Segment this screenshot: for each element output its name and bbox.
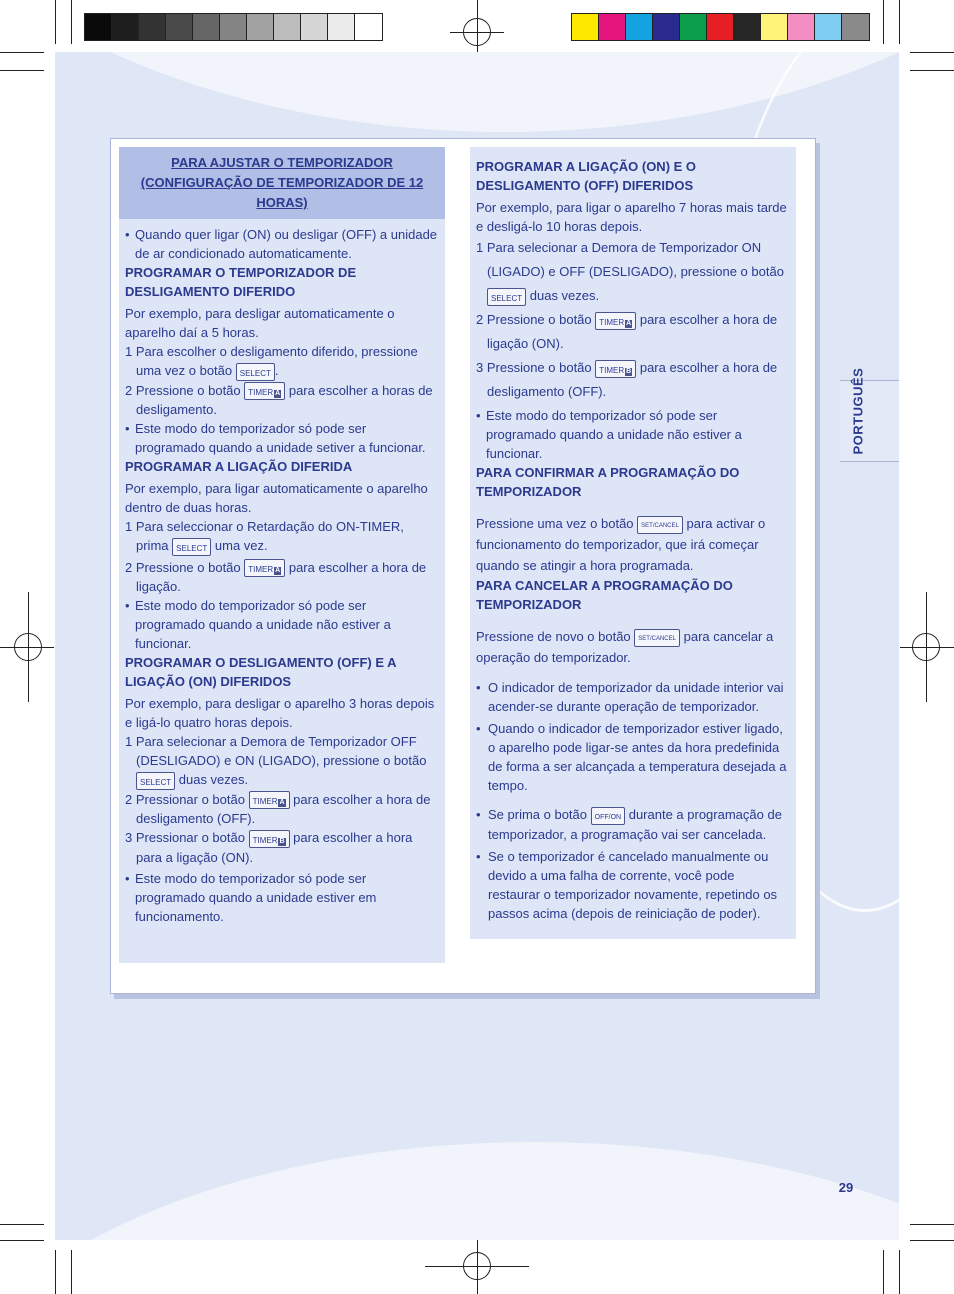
step-item (476, 236, 790, 308)
step-text: para escolher a hora para a ligação (ON). (136, 830, 413, 865)
gray-swatch-9 (301, 14, 328, 40)
note-bullet: • Este modo do temporizador só pode ser programado quando a unidade não estiver a funcionar. (125, 596, 439, 653)
timer-a-button-icon: TIMER A (244, 559, 285, 577)
crop-mark (899, 1250, 900, 1294)
registration-mark (912, 633, 940, 661)
body-text (476, 626, 790, 668)
note-text-part: Se prima o botão (488, 807, 588, 822)
crop-mark (883, 0, 884, 44)
step-item (476, 308, 790, 356)
note-bullet (476, 805, 790, 844)
decorative-swoosh (55, 1142, 899, 1240)
header-line-1: PARA AJUSTAR O TEMPORIZADOR (171, 155, 393, 170)
page-number: 29 (838, 1180, 854, 1195)
step-item (125, 342, 439, 381)
section-title: PROGRAMAR A LIGAÇÃO (ON) E O DESLIGAMENTO (OFF) DIFERIDOS (476, 159, 697, 193)
gray-swatch-7 (247, 14, 274, 40)
right-column (470, 147, 796, 939)
crop-mark (0, 1240, 44, 1241)
step-text: 2 Pressione o botão (476, 312, 592, 327)
step-text: para escolher a hora de desligamento (OFF). (136, 791, 431, 827)
color-swatch-11 (842, 14, 869, 40)
section-title: PARA CONFIRMAR A PROGRAMAÇÃO DO TEMPORIZADOR (476, 465, 740, 499)
gray-swatch-3 (139, 14, 166, 40)
left-column (119, 147, 445, 963)
language-tab-label: PORTUGUÊS (850, 367, 866, 455)
note-bullet: • Este modo do temporizador só pode ser programado quando a unidade não estiver a funcionar. (476, 406, 790, 463)
gray-color-bar (84, 13, 383, 41)
right-column-content (470, 147, 796, 923)
intro-bullet: • Quando quer ligar (ON) ou desligar (OFF) a unidade de ar condicionado automaticamente. (125, 225, 439, 263)
gray-swatch-8 (274, 14, 301, 40)
timer-b-button-icon: TIMER B (249, 830, 290, 848)
select-button-icon: SELECT (136, 772, 175, 790)
step-text: 2 Pressionar o botão (125, 791, 245, 807)
step-item (125, 381, 439, 420)
registration-mark (463, 18, 491, 46)
step-item (125, 790, 439, 829)
registration-mark (463, 1252, 491, 1280)
color-swatch-7 (734, 14, 761, 40)
step-text: duas vezes. (178, 772, 249, 788)
note-bullet: • Este modo do temporizador só pode ser programado quando a unidade setiver a funcionar. (125, 419, 439, 457)
example-text: Por exemplo, para desligar automaticamente o aparelho daí a 5 horas. (125, 306, 395, 340)
step-text: para escolher a hora de desligamento (OFF). (487, 360, 778, 399)
example-text: Por exemplo, para desligar o aparelho 3 horas depois e ligá-lo quatro horas depois. (125, 696, 435, 731)
crop-mark (71, 0, 72, 44)
crop-mark (0, 52, 44, 53)
color-swatch-5 (680, 14, 707, 40)
color-swatch-1 (572, 14, 599, 40)
select-button-icon: SELECT (487, 288, 526, 306)
step-text: para escolher a hora de ligação (ON). (487, 312, 778, 351)
select-button-icon: SELECT (236, 363, 275, 381)
gray-swatch-2 (112, 14, 139, 40)
left-column-header (119, 147, 445, 219)
gray-swatch-1 (85, 14, 112, 40)
step-item (125, 517, 439, 556)
section-title: PROGRAMAR A LIGAÇÃO DIFERIDA (125, 459, 353, 475)
section-title: PROGRAMAR O TEMPORIZADOR DE DESLIGAMENTO DIFERIDO (125, 265, 357, 299)
timer-b-button-icon: TIMER B (595, 360, 636, 378)
example-text: Por exemplo, para ligar o aparelho 7 horas mais tarde e desligá-lo 10 horas depois. (476, 200, 787, 234)
color-swatch-9 (788, 14, 815, 40)
step-item (476, 356, 790, 404)
step-text: 3 Pressionar o botão (125, 830, 245, 846)
color-swatch-3 (626, 14, 653, 40)
step-text: para escolher a horas de desligamento. (136, 382, 433, 418)
color-swatch-8 (761, 14, 788, 40)
color-swatch-6 (707, 14, 734, 40)
body-text-part: Pressione de novo o botão (476, 629, 631, 644)
step-item (125, 828, 439, 867)
timer-a-button-icon: TIMER A (249, 791, 290, 809)
body-text (476, 513, 790, 576)
step-text: . (274, 363, 279, 378)
body-text-part: Pressione uma vez o botão (476, 516, 634, 531)
gray-swatch-10 (328, 14, 355, 40)
language-tab (840, 367, 899, 462)
crop-mark (55, 0, 56, 44)
crop-mark (55, 1250, 56, 1294)
color-swatch-2 (599, 14, 626, 40)
body-text-part: para activar o funcionamento do temporizador, que irá começar quando se atingir a hora programada. (476, 516, 766, 573)
step-text: para escolher a hora de ligação. (136, 559, 427, 595)
crop-mark (71, 1250, 72, 1294)
left-column-content (119, 219, 445, 926)
step-text: 2 Pressione o botão (125, 559, 241, 575)
step-text: 1 Para escolher o desligamento diferido, pressione uma vez o botão (125, 344, 418, 378)
off-on-button-icon: OFF/ON (591, 807, 625, 825)
step-text: 1 Para seleccionar o Retardação do ON-TIMER, prima (125, 519, 404, 554)
set-cancel-button-icon: SET/CANCEL (634, 629, 680, 647)
crop-mark (899, 0, 900, 44)
crop-mark (883, 1250, 884, 1294)
example-text: Por exemplo, para ligar automaticamente o aparelho dentro de duas horas. (125, 481, 428, 516)
crop-mark (910, 1224, 954, 1225)
header-line-2: (CONFIGURAÇÃO DE TEMPORIZADOR DE 12 HORAS) (140, 175, 424, 210)
section-title: PARA CANCELAR A PROGRAMAÇÃO DO TEMPORIZADOR (476, 578, 733, 612)
step-text: duas vezes. (529, 288, 600, 303)
step-item (125, 558, 439, 597)
note-bullet: • Este modo do temporizador só pode ser programado quando a unidade estiver em funcionamento. (125, 869, 439, 926)
crop-mark (910, 52, 954, 53)
note-bullet: • Quando o indicador de temporizador estiver ligado, o aparelho pode ligar-se antes da hora predefinida de forma a ser alcançada a temperatura desejada a tempo. (476, 719, 790, 795)
crop-mark (910, 70, 954, 71)
step-item (125, 732, 439, 790)
color-swatch-4 (653, 14, 680, 40)
step-text: 1 Para selecionar a Demora de Temporizador OFF (DESLIGADO) e ON (LIGADO), pressione o botão (125, 734, 427, 769)
crop-mark (910, 1240, 954, 1241)
gray-swatch-11 (355, 14, 382, 40)
step-text: 3 Pressione o botão (476, 360, 592, 375)
process-color-bar (571, 13, 870, 41)
note-text-part: durante a programação de temporizador, a programação vai ser cancelada. (488, 807, 782, 842)
note-bullet: • Se o temporizador é cancelado manualmente ou devido a uma falha de corrente, você pode restaurar o temporizador novamente, repetindo os passos acima (depois de reiniciação de poder). (476, 847, 790, 923)
note-bullet: • O indicador de temporizador da unidade interior vai acender-se durante operação de temporizador. (476, 678, 790, 716)
gray-swatch-5 (193, 14, 220, 40)
step-text: uma vez. (214, 538, 268, 554)
gray-swatch-6 (220, 14, 247, 40)
section-title: PROGRAMAR O DESLIGAMENTO (OFF) E A LIGAÇÃO (ON) DIFERIDOS (125, 655, 397, 690)
step-text: 1 Para selecionar a Demora de Temporizador ON (LIGADO) e OFF (DESLIGADO), pressione o botão (476, 240, 784, 279)
body-text-part: para cancelar a operação do temporizador. (476, 629, 774, 665)
select-button-icon: SELECT (172, 538, 211, 556)
crop-mark (0, 1224, 44, 1225)
set-cancel-button-icon: SET/CANCEL (637, 516, 683, 534)
timer-a-button-icon: TIMER A (595, 312, 636, 330)
registration-mark (14, 633, 42, 661)
crop-mark (0, 70, 44, 71)
step-text: 2 Pressione o botão (125, 382, 241, 398)
color-swatch-10 (815, 14, 842, 40)
timer-a-button-icon: TIMER A (244, 382, 285, 400)
gray-swatch-4 (166, 14, 193, 40)
